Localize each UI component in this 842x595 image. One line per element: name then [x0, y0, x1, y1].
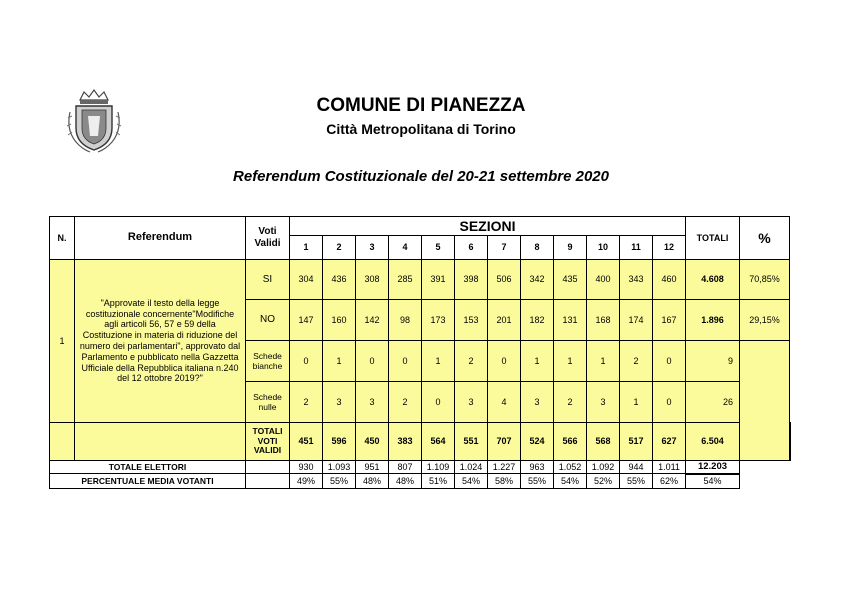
org-title: COMUNE DI PIANEZZA [316, 95, 526, 116]
row-label: Schede bianche [246, 341, 290, 382]
row-label: NO [246, 300, 290, 341]
cell-value: 0 [356, 341, 389, 382]
cell-value: 51% [422, 474, 455, 489]
cell-value: 0 [422, 382, 455, 423]
row-total: 54% [686, 474, 740, 489]
row-label: TOTALI VOTI VALIDI [246, 423, 290, 461]
row-label: PERCENTUALE MEDIA VOTANTI [50, 474, 246, 489]
cell-value: 131 [554, 300, 587, 341]
cell-value: 343 [620, 260, 653, 300]
cell-value: 285 [389, 260, 422, 300]
row-total: 9 [686, 341, 740, 382]
cell-value: 1.227 [488, 461, 521, 474]
cell-value: 460 [653, 260, 686, 300]
cell-value: 963 [521, 461, 554, 474]
col-header-voti: Voti Validi [246, 217, 290, 260]
section-number: 5 [422, 236, 455, 260]
cell-value: 1.109 [422, 461, 455, 474]
col-header-pct: % [740, 217, 790, 260]
cell-value: 436 [323, 260, 356, 300]
cell-value: 52% [587, 474, 620, 489]
cell-value: 564 [422, 423, 455, 461]
cell-value: 2 [389, 382, 422, 423]
cell-value: 3 [356, 382, 389, 423]
cell-value: 2 [455, 341, 488, 382]
section-number: 9 [554, 236, 587, 260]
cell-value: 4 [488, 382, 521, 423]
cell-value: 2 [290, 382, 323, 423]
cell-value: 153 [455, 300, 488, 341]
section-number: 1 [290, 236, 323, 260]
cell-value: 304 [290, 260, 323, 300]
row-total: 1.896 [686, 300, 740, 341]
cell-value: 98 [389, 300, 422, 341]
empty-cell [740, 474, 790, 489]
cell-value: 566 [554, 423, 587, 461]
cell-value: 3 [587, 382, 620, 423]
cell-value: 167 [653, 300, 686, 341]
cell-value: 49% [290, 474, 323, 489]
cell-value: 54% [455, 474, 488, 489]
cell-value: 54% [554, 474, 587, 489]
cell-value: 1.092 [587, 461, 620, 474]
cell-value: 951 [356, 461, 389, 474]
cell-value: 400 [587, 260, 620, 300]
cell-value: 1 [587, 341, 620, 382]
cell-value: 450 [356, 423, 389, 461]
cell-value: 173 [422, 300, 455, 341]
cell-value: 435 [554, 260, 587, 300]
section-number: 2 [323, 236, 356, 260]
referendum-number: 1 [50, 260, 75, 423]
cell-value: 930 [290, 461, 323, 474]
cell-value: 2 [620, 341, 653, 382]
row-total: 6.504 [686, 423, 740, 461]
cell-value: 627 [653, 423, 686, 461]
cell-value: 944 [620, 461, 653, 474]
cell-value: 1 [620, 382, 653, 423]
cell-value: 55% [323, 474, 356, 489]
cell-value: 707 [488, 423, 521, 461]
section-number: 3 [356, 236, 389, 260]
row-label: TOTALE ELETTORI [50, 461, 246, 474]
empty-cell [50, 423, 75, 461]
results-table [49, 216, 791, 489]
cell-value: 451 [290, 423, 323, 461]
cell-value: 1.052 [554, 461, 587, 474]
cell-value: 48% [356, 474, 389, 489]
section-number: 10 [587, 236, 620, 260]
col-header-totali: TOTALI [686, 217, 740, 260]
cell-value: 62% [653, 474, 686, 489]
cell-value: 568 [587, 423, 620, 461]
empty-cell [246, 474, 290, 489]
empty-cell [246, 461, 290, 474]
row-percent: 29,15% [740, 300, 790, 341]
cell-value: 3 [323, 382, 356, 423]
cell-value: 0 [290, 341, 323, 382]
section-number: 4 [389, 236, 422, 260]
col-header-referendum: Referendum [75, 217, 246, 260]
section-number: 8 [521, 236, 554, 260]
cell-value: 517 [620, 423, 653, 461]
cell-value: 398 [455, 260, 488, 300]
cell-value: 1 [554, 341, 587, 382]
section-number: 11 [620, 236, 653, 260]
cell-value: 551 [455, 423, 488, 461]
row-total: 4.608 [686, 260, 740, 300]
col-header-sezioni: SEZIONI [290, 217, 686, 236]
cell-value: 383 [389, 423, 422, 461]
table-row [50, 260, 791, 300]
referendum-question: "Approvate il testo della legge costituzionale concernente"Modifiche agli articoli 56, 57 e 59 della Costituzione in materia di riduzione del numero dei parlamentari", approvato dal Parlamento e pubblicato nella Gazzetta Ufficiale della Repubblica italiana n.240 del 12 ottobre 2019?" [75, 260, 246, 423]
cell-value: 1 [323, 341, 356, 382]
empty-cell [75, 423, 246, 461]
cell-value: 55% [521, 474, 554, 489]
cell-value: 182 [521, 300, 554, 341]
cell-value: 160 [323, 300, 356, 341]
row-total: 26 [686, 382, 740, 423]
cell-value: 3 [521, 382, 554, 423]
cell-value: 1.011 [653, 461, 686, 474]
cell-value: 1.093 [323, 461, 356, 474]
row-total: 12.203 [686, 461, 740, 474]
cell-value: 142 [356, 300, 389, 341]
section-number: 12 [653, 236, 686, 260]
cell-value: 3 [455, 382, 488, 423]
document-title: Referendum Costituzionale del 20-21 settembre 2020 [233, 168, 609, 185]
cell-value: 506 [488, 260, 521, 300]
cell-value: 58% [488, 474, 521, 489]
cell-value: 0 [488, 341, 521, 382]
cell-value: 147 [290, 300, 323, 341]
cell-value: 48% [389, 474, 422, 489]
cell-value: 201 [488, 300, 521, 341]
row-label: Schede nulle [246, 382, 290, 423]
section-number: 6 [455, 236, 488, 260]
cell-value: 0 [653, 341, 686, 382]
cell-value: 342 [521, 260, 554, 300]
cell-value: 2 [554, 382, 587, 423]
cell-value: 596 [323, 423, 356, 461]
cell-value: 807 [389, 461, 422, 474]
cell-value: 1.024 [455, 461, 488, 474]
table-row [50, 474, 791, 489]
table-row [50, 423, 791, 461]
cell-value: 524 [521, 423, 554, 461]
cell-value: 55% [620, 474, 653, 489]
table-row [50, 461, 791, 474]
cell-value: 1 [521, 341, 554, 382]
cell-value: 0 [389, 341, 422, 382]
cell-value: 174 [620, 300, 653, 341]
cell-value: 308 [356, 260, 389, 300]
section-number: 7 [488, 236, 521, 260]
empty-cell [790, 423, 791, 461]
row-percent: 70,85% [740, 260, 790, 300]
row-label: SI [246, 260, 290, 300]
org-subtitle: Città Metropolitana di Torino [326, 121, 516, 137]
cell-value: 0 [653, 382, 686, 423]
col-header-n: N. [50, 217, 75, 260]
cell-value: 1 [422, 341, 455, 382]
row-percent [740, 341, 790, 461]
empty-cell [740, 461, 790, 474]
cell-value: 168 [587, 300, 620, 341]
cell-value: 391 [422, 260, 455, 300]
